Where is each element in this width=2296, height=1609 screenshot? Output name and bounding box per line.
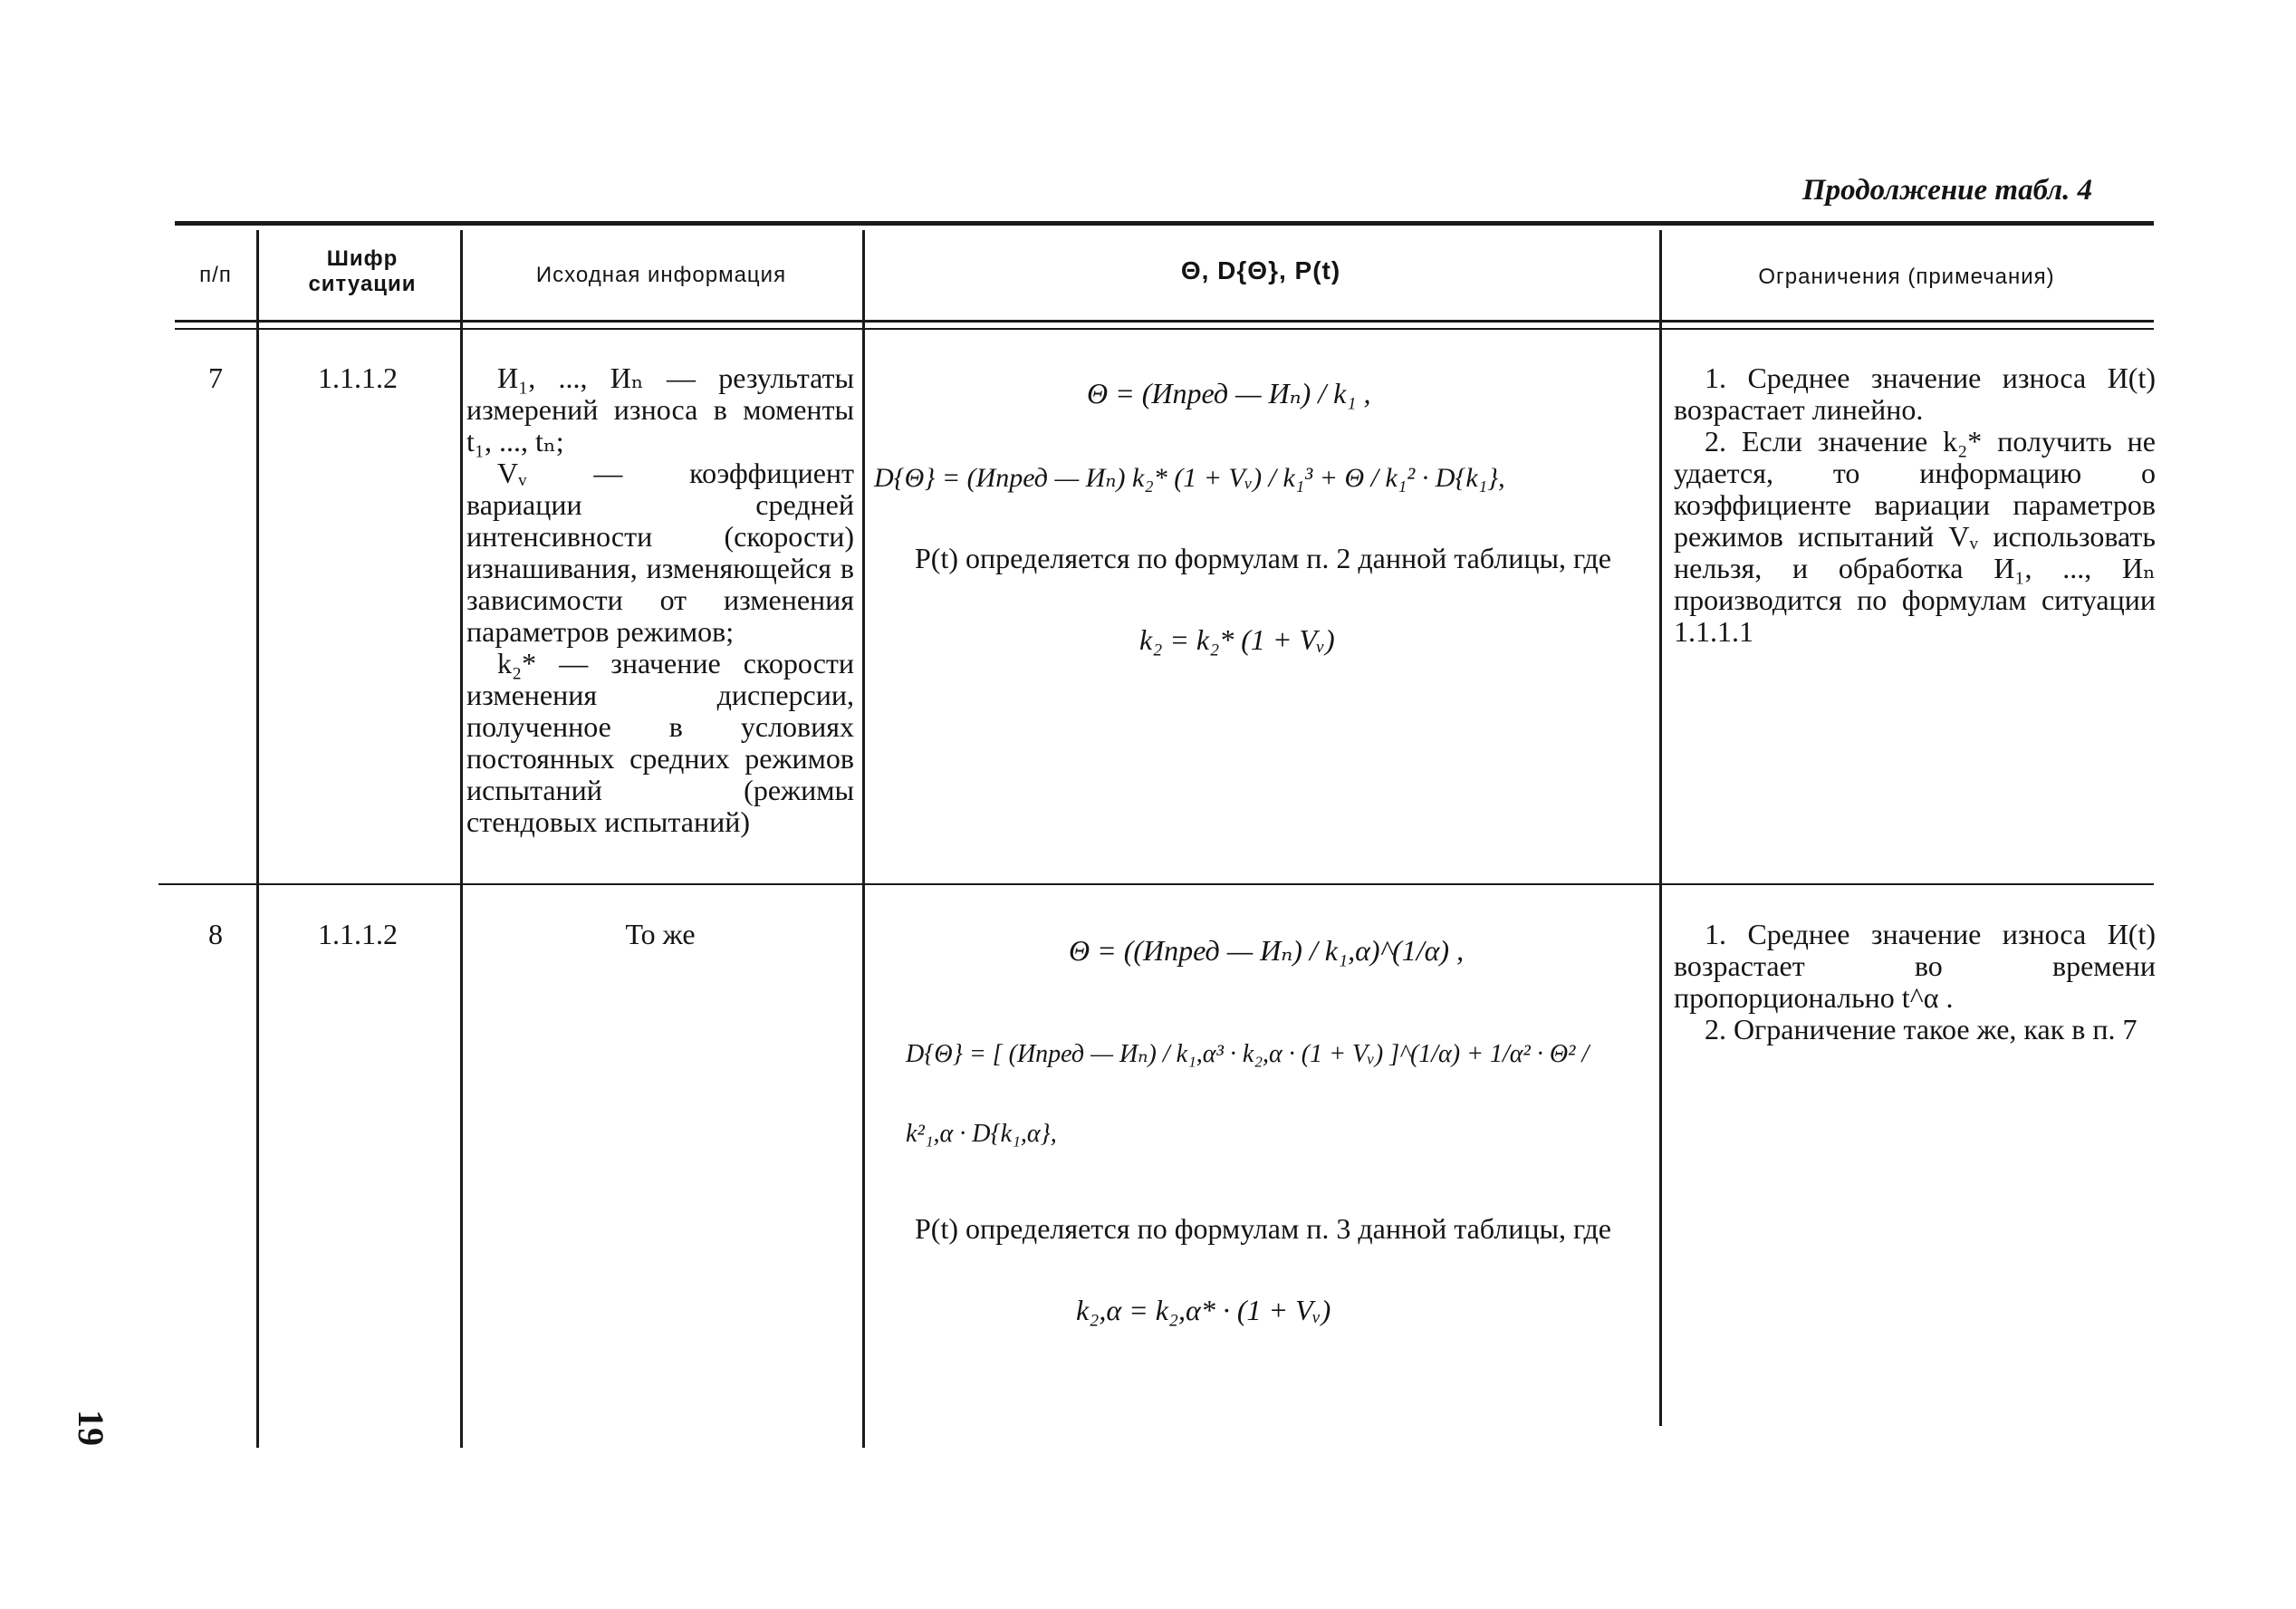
col-divider-4 <box>1659 230 1662 1426</box>
header-formula: Θ, D{Θ}, P(t) <box>1180 256 1341 284</box>
row-7-info-p1: И₁, ..., Иₙ — результаты измерений износа в моменты t₁, ..., tₙ; <box>466 361 854 458</box>
row-7-info-p2: Vᵥ — коэффициент вариации средней интенсивности (скорости) изнашивания, изменяющейся в зависимости от изменения параметров режимов; <box>466 457 854 648</box>
header-bottom-rule <box>175 320 2154 323</box>
row-7-note-2: 2. Если значение k₂* получить не удается, то информацию о коэффициенте вариации параметров режимов испытаний Vᵥ использовать нельзя, и обработка И₁, ..., Иₙ производится по формулам ситуации 1.1.1.1 <box>1674 425 2156 648</box>
row-8-notes <box>1674 919 2156 1045</box>
row-7-formula-theta: Θ = (Ипред — Иₙ) / k₁ , <box>1087 377 1371 409</box>
table-caption: Продолжение табл. 4 <box>1802 174 2093 207</box>
col-divider-1 <box>256 230 259 1448</box>
row-separator <box>159 883 2154 885</box>
row-7-formula-d: D{Θ} = (Ипред — Иₙ) k₂* (1 + Vᵥ) / k₁³ + Θ / k₁² · D{k₁}, <box>874 463 1505 493</box>
header-code: Шифр ситуации <box>308 246 417 296</box>
row-8-note-2: 2. Ограничение такое же, как в п. 7 <box>1705 1013 2137 1045</box>
row-7-formula-p: P(t) определяется по формулам п. 2 данной таблицы, где <box>915 542 1611 574</box>
header-info: Исходная информация <box>535 263 787 287</box>
page-number: 19 <box>71 1410 111 1446</box>
row-7-notes <box>1674 362 2156 648</box>
row-7-info-p3: k₂* — значение скорости изменения дисперсии, полученное в условиях постоянных средних режимов испытаний (режимы стендовых испытаний) <box>466 647 854 838</box>
row-7-number: 7 <box>208 361 223 394</box>
header-num: п/п <box>199 263 232 287</box>
row-8-formula-p: P(t) определяется по формулам п. 3 данной таблицы, где <box>915 1212 1611 1245</box>
row-8-formula-d: D{Θ} = [ (Ипред — Иₙ) / k₁,α³ · k₂,α · (1 + Vᵥ) ]^(1/α) + 1/α² · Θ² / k²₁,α · D{k₁,α}, <box>906 1040 1590 1148</box>
header-notes: Ограничения (примечания) <box>1758 265 2055 289</box>
row-7-info <box>466 362 854 838</box>
row-8-note-1: 1. Среднее значение износа И(t) возрастает во времени пропорционально t^α . <box>1674 918 2156 1014</box>
row-8-formula-theta: Θ = ((Ипред — Иₙ) / k₁,α)^(1/α) , <box>1069 934 1465 967</box>
row-7-code: 1.1.1.2 <box>318 361 398 394</box>
row-8-info: То же <box>625 918 696 950</box>
header-bottom-rule-2 <box>175 328 2154 330</box>
row-7-formula-k: k₂ = k₂* (1 + Vᵥ) <box>1139 623 1335 656</box>
col-divider-3 <box>862 230 865 1448</box>
col-divider-2 <box>460 230 463 1448</box>
table-top-rule <box>175 221 2154 226</box>
row-7-note-1: 1. Среднее значение износа И(t) возрастает линейно. <box>1674 361 2156 426</box>
row-8-code: 1.1.1.2 <box>318 918 398 950</box>
row-8-number: 8 <box>208 918 223 950</box>
row-8-formula-k: k₂,α = k₂,α* · (1 + Vᵥ) <box>1076 1294 1331 1326</box>
